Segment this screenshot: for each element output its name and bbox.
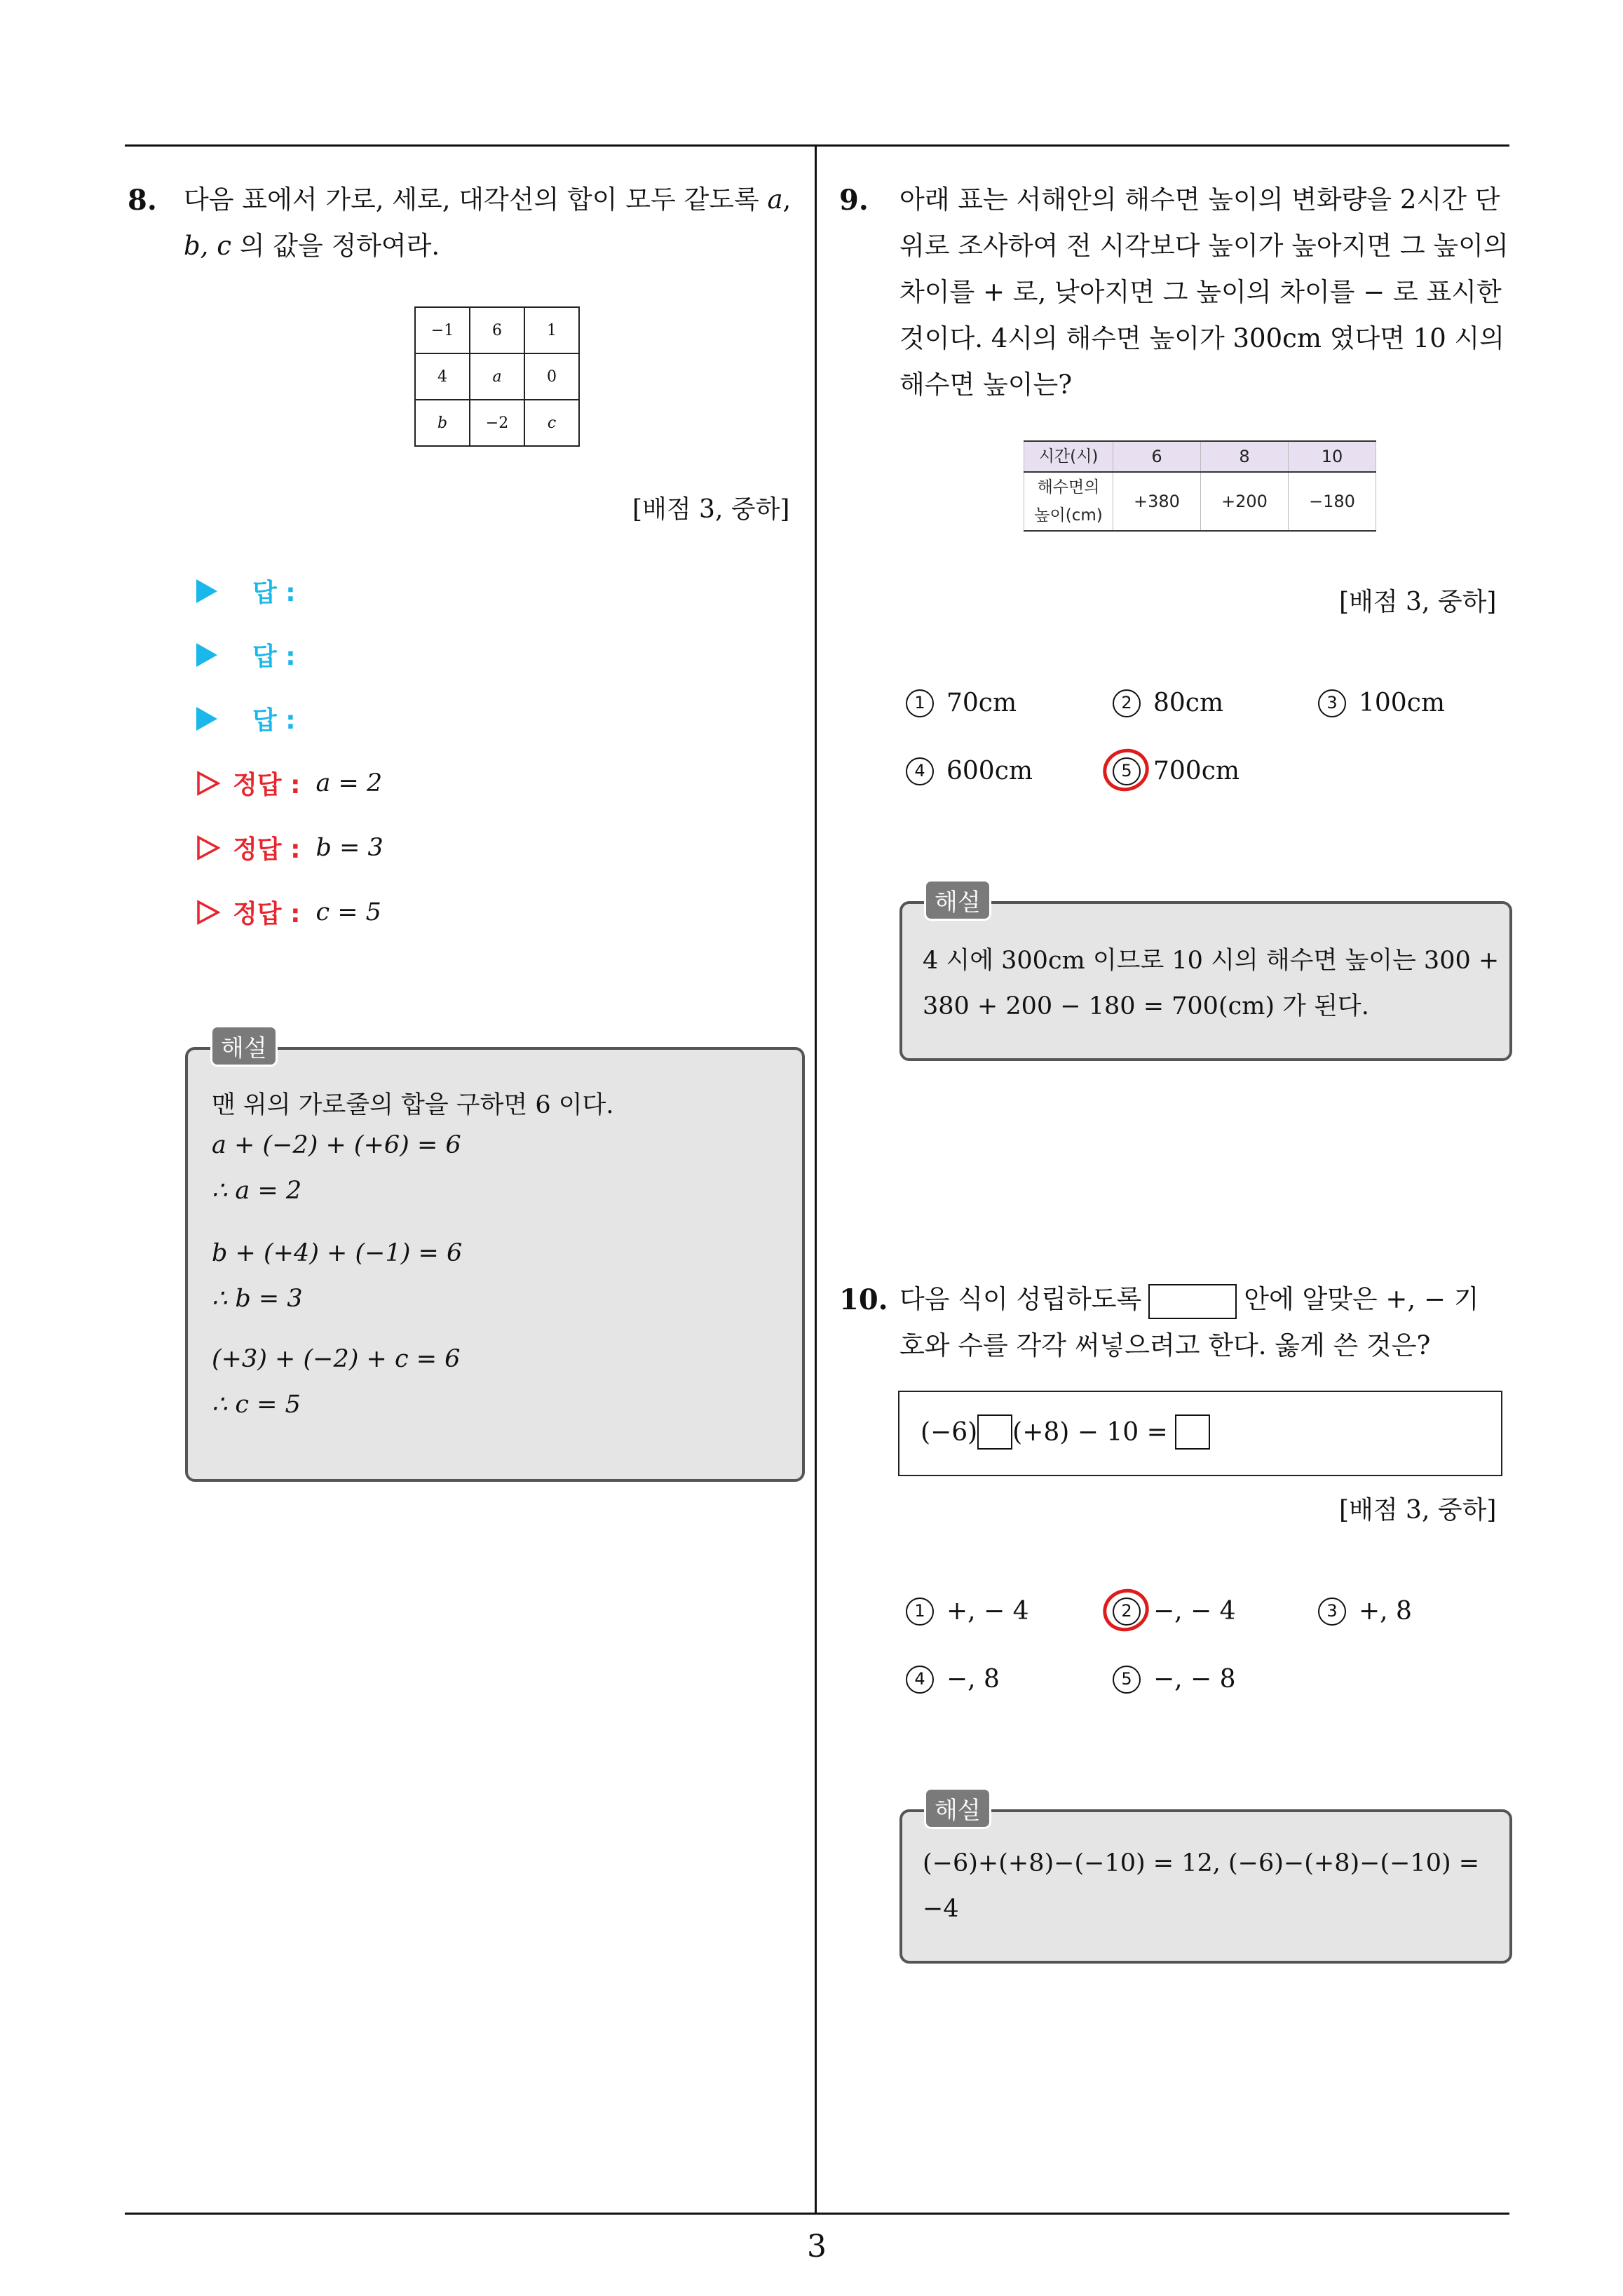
bottom-rule — [125, 2213, 1509, 2215]
q8-answer-row — [196, 701, 296, 736]
q10-line1b: 안에 알맞은 +, − 기 — [1244, 1284, 1479, 1314]
q10-equation: (−6) (+8) − 10 = — [921, 1414, 1210, 1450]
solution-line: ∴ c = 5 — [212, 1391, 301, 1419]
tide-value: +380 — [1113, 472, 1201, 531]
q10-question — [899, 1276, 1516, 1369]
q9-solution-tag: 해설 — [924, 879, 991, 921]
q8-line2: 의 값을 정하여라. — [231, 231, 440, 261]
q9-choice-2[interactable]: 2 80cm — [1113, 689, 1223, 717]
q8-correct-row — [196, 894, 381, 930]
tide-time: 10 — [1289, 441, 1376, 472]
q9-question — [899, 177, 1516, 408]
outline-triangle-icon — [196, 835, 220, 860]
q10-choice-1[interactable]: 1 +, − 4 — [906, 1597, 1029, 1626]
solution-line: b + (+4) + (−1) = 6 — [212, 1239, 463, 1267]
magic-cell: −2 — [470, 400, 524, 446]
q10-solution-box — [899, 1809, 1512, 1964]
play-triangle-icon — [196, 707, 217, 731]
tide-time: 6 — [1113, 441, 1201, 472]
outline-triangle-icon — [196, 900, 220, 925]
answer-circle-mark — [1097, 1583, 1154, 1637]
tide-time: 8 — [1201, 441, 1289, 472]
q10-choice-5[interactable]: 5 −, − 8 — [1113, 1665, 1236, 1694]
q9-line: 위로 조사하여 전 시각보다 높이가 높아지면 그 높이의 — [899, 231, 1509, 261]
q9-choice-5[interactable]: 5 700cm — [1113, 757, 1240, 785]
outline-triangle-icon — [196, 771, 220, 796]
q9-line: 해수면 높이는? — [899, 370, 1073, 400]
solution-line: 4 시에 300cm 이므로 10 시의 해수면 높이는 300 + — [923, 947, 1500, 975]
q10-solution-tag: 해설 — [924, 1788, 991, 1829]
equation-blank — [977, 1414, 1012, 1450]
solution-line: (−6)+(+8)−(−10) = 12, (−6)−(+8)−(−10) = — [923, 1849, 1480, 1877]
equation-blank — [1175, 1414, 1210, 1450]
q8-answer-row — [196, 637, 296, 673]
q8-line1: 다음 표에서 가로, 세로, 대각선의 합이 모두 같도록 — [184, 184, 768, 215]
tide-table — [1024, 440, 1376, 532]
q9-line: 차이를 + 로, 낮아지면 그 높이의 차이를 − 로 표시한 — [899, 277, 1502, 307]
q9-choice-3[interactable]: 3 100cm — [1318, 689, 1445, 717]
tide-value: −180 — [1289, 472, 1376, 531]
correct-answer-a: a = 2 — [315, 769, 383, 797]
magic-cell: c — [524, 400, 579, 446]
q10-score: [배점 3, 중하] — [1339, 1496, 1497, 1525]
q8-correct-row — [196, 765, 382, 801]
q10-choice-4[interactable]: 4 −, 8 — [906, 1665, 1000, 1694]
magic-cell: 4 — [415, 353, 470, 400]
q9-line: 것이다. 4시의 해수면 높이가 300cm 였다면 10 시의 — [899, 323, 1505, 353]
q8-score: [배점 3, 중하] — [632, 495, 790, 524]
solution-line: (+3) + (−2) + c = 6 — [212, 1345, 461, 1373]
tide-value: +200 — [1201, 472, 1289, 531]
blank-box — [1148, 1284, 1237, 1319]
tide-header-label: 시간(시) — [1024, 441, 1113, 472]
play-triangle-icon — [196, 643, 217, 667]
q8-solution-tag: 해설 — [210, 1025, 278, 1067]
solution-line: ∴ a = 2 — [212, 1177, 302, 1205]
q8-number: 8. — [128, 184, 157, 217]
play-triangle-icon — [196, 579, 217, 603]
solution-line: −4 — [923, 1895, 959, 1923]
q8-correct-row — [196, 830, 383, 865]
page-number: 3 — [807, 2229, 827, 2264]
correct-answer-b: b = 3 — [315, 833, 383, 862]
magic-cell: −1 — [415, 307, 470, 353]
correct-label: 정답 : — [233, 835, 301, 864]
solution-line: 맨 위의 가로줄의 합을 구하면 6 이다. — [212, 1091, 614, 1119]
answer-label: 답 : — [252, 579, 296, 607]
correct-label: 정답 : — [233, 900, 301, 928]
q9-score: [배점 3, 중하] — [1339, 588, 1497, 616]
solution-line: ∴ b = 3 — [212, 1285, 303, 1313]
magic-cell: 6 — [470, 307, 524, 353]
correct-label: 정답 : — [233, 771, 301, 799]
solution-line: 380 + 200 − 180 = 700(cm) 가 된다. — [923, 992, 1369, 1020]
correct-answer-c: c = 5 — [315, 898, 381, 926]
answer-label: 답 : — [252, 706, 296, 735]
q9-choice-1[interactable]: 1 70cm — [906, 689, 1017, 717]
q10-choice-3[interactable]: 3 +, 8 — [1318, 1597, 1412, 1626]
solution-line: a + (−2) + (+6) = 6 — [212, 1131, 461, 1159]
top-rule — [125, 144, 1509, 147]
q10-number: 10. — [839, 1283, 888, 1316]
magic-cell: 1 — [524, 307, 579, 353]
q8-var-a: a — [767, 184, 783, 215]
q9-line: 아래 표는 서해안의 해수면 높이의 변화량을 2시간 단 — [899, 184, 1500, 215]
answer-circle-mark — [1097, 743, 1154, 797]
q8-vars-bc: b, c — [184, 231, 231, 261]
magic-square-table — [414, 306, 580, 447]
magic-cell: 0 — [524, 353, 579, 400]
q8-answer-row — [196, 573, 296, 609]
q9-number: 9. — [839, 184, 869, 217]
q9-solution-box — [899, 901, 1512, 1061]
q9-choice-4[interactable]: 4 600cm — [906, 757, 1033, 785]
q10-line1a: 다음 식이 성립하도록 — [899, 1284, 1142, 1314]
tide-row-label: 해수면의 높이(cm) — [1024, 472, 1113, 531]
q10-line2: 호와 수를 각각 써넣으려고 한다. 옳게 쓴 것은? — [899, 1330, 1431, 1360]
column-divider — [815, 144, 817, 2213]
q8-question: 다음 표에서 가로, 세로, 대각선의 합이 모두 같도록 a, b, c 의 값을 정하여라. — [184, 184, 792, 261]
answer-label: 답 : — [252, 642, 296, 671]
q10-choice-2[interactable]: 2 −, − 4 — [1113, 1597, 1236, 1626]
magic-cell: a — [470, 353, 524, 400]
magic-cell: b — [415, 400, 470, 446]
